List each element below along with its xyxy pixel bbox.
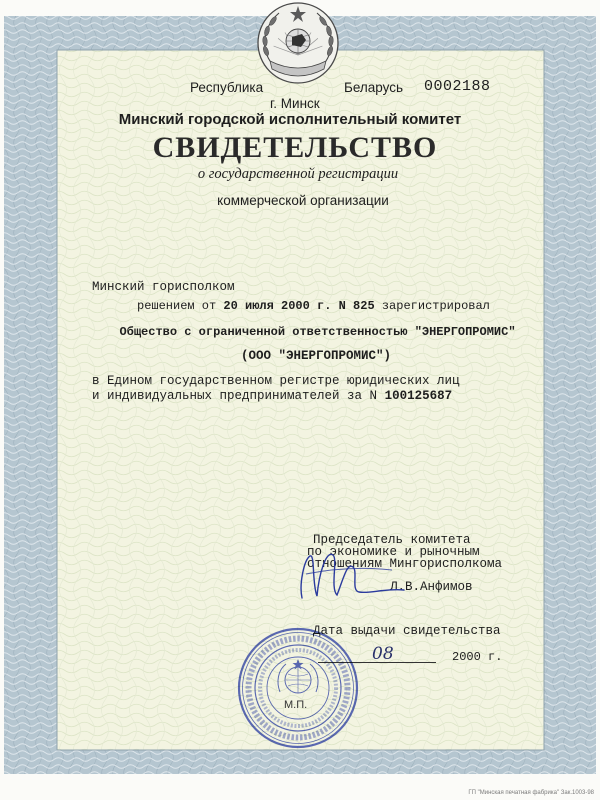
issuer-name: Минский городской исполнительный комитет: [118, 111, 462, 128]
signatory-name: Л.В.Анфимов: [390, 580, 473, 594]
signatory-position-line-2: по экономике и рыночным: [307, 545, 480, 559]
document-title: СВИДЕТЕЛЬСТВО: [152, 131, 438, 164]
organization-type: коммерческой организации: [217, 193, 389, 208]
organization-full-name: Общество с ограниченной ответственностью "ЭНЕРГОПРОМИС": [119, 325, 516, 339]
organization-short-name: (ООО "ЭНЕРГОПРОМИС"): [240, 349, 392, 363]
printer-note: ГП "Минская печатная фабрика" Зак.1003-98: [468, 790, 594, 796]
signatory-position-line-3: отношениям Мингорисполкома: [307, 557, 503, 571]
seal-emblem: [278, 659, 318, 693]
registrar: Минский горисполком: [92, 280, 235, 294]
register-line-2-text: и индивидуальных предпринимателей за N: [92, 389, 378, 403]
header-country-word: Беларусь: [344, 80, 404, 95]
serial-number: 0002188: [424, 78, 491, 95]
decision-prefix: решением от: [137, 299, 217, 313]
globe-icon: [286, 29, 310, 53]
round-seal-icon: [236, 626, 360, 750]
header-republic-word: Республика: [190, 80, 264, 95]
decision-suffix: зарегистрировал: [381, 299, 490, 313]
coat-of-arms-icon: [252, 1, 344, 85]
issue-date-month: 08: [372, 644, 394, 664]
decision-date-number: 20 июля 2000 г. N 825: [223, 299, 375, 313]
register-line-1: в Едином государственном регистре юридических лиц: [92, 374, 460, 388]
document-subtitle: о государственной регистрации: [197, 166, 399, 182]
signature-icon: [296, 544, 408, 604]
issue-date-label: Дата выдачи свидетельства: [313, 624, 501, 638]
header-city: г. Минск: [270, 96, 320, 111]
register-line-2: [92, 390, 452, 403]
signatory-position-line-1: Председатель комитета: [313, 533, 471, 547]
seal-place-mark: М.П.: [284, 699, 308, 711]
decision-line: [137, 300, 490, 312]
issue-date-year: 2000 г.: [452, 650, 503, 664]
register-number: 100125687: [384, 389, 453, 403]
